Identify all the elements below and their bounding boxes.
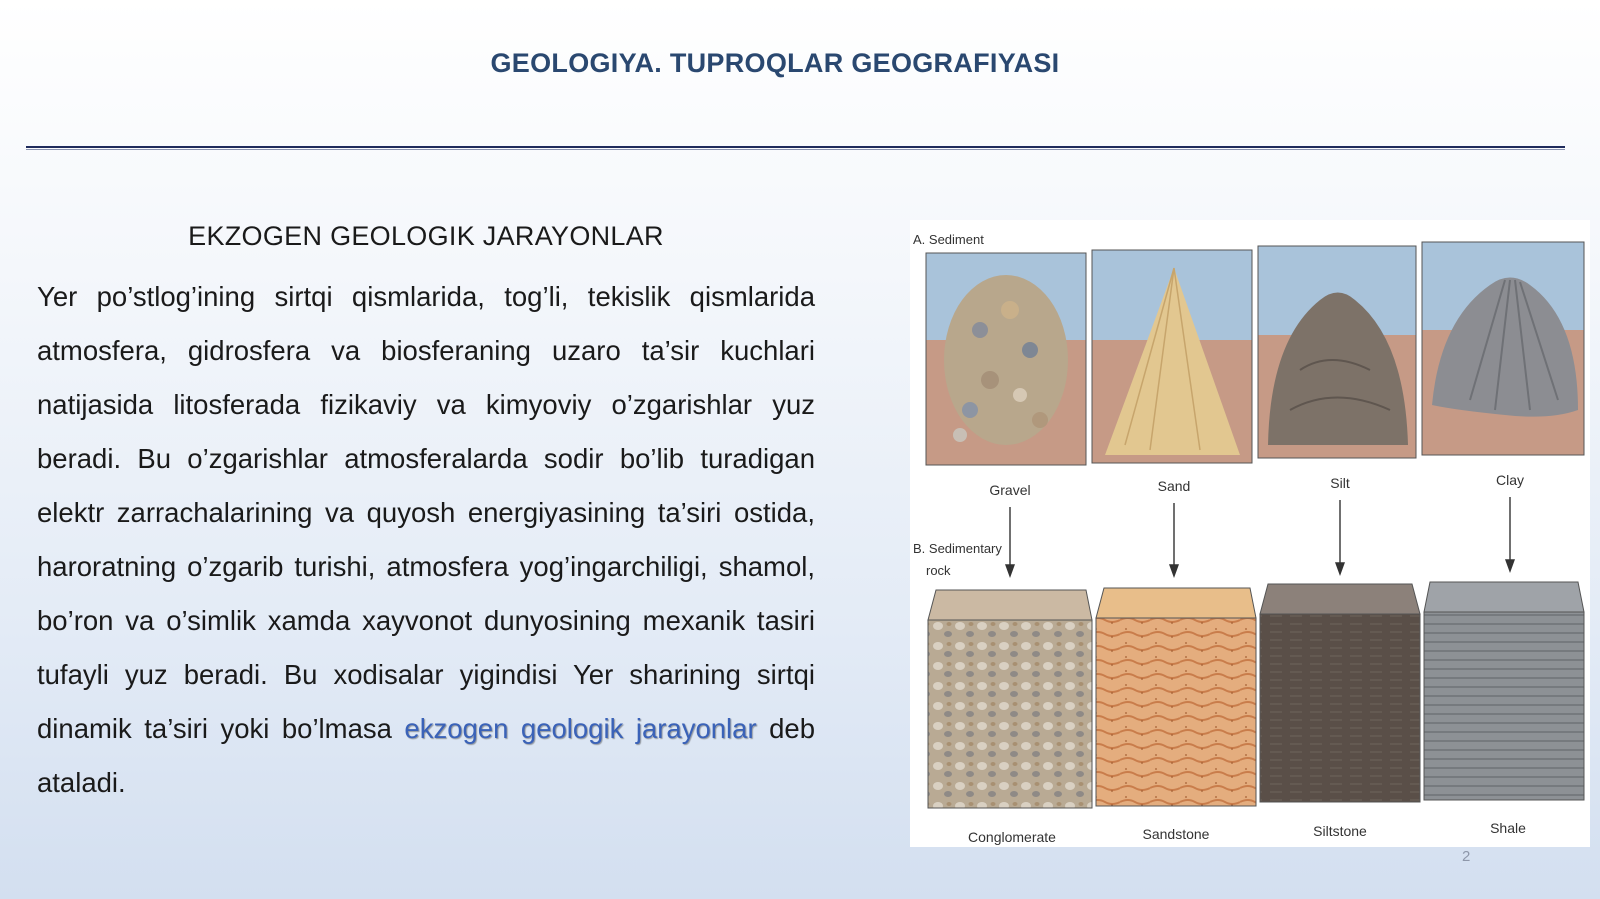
- highlighted-term: ekzogen geologik jarayonlar: [404, 713, 757, 744]
- page-number: 2: [1462, 848, 1471, 865]
- silt-panel: [1258, 246, 1416, 458]
- clay-panel: [1422, 242, 1584, 455]
- sandstone-block: [1096, 588, 1256, 806]
- gravel-panel: [926, 253, 1086, 465]
- sediment-section-label: A. Sediment: [913, 232, 984, 247]
- title-divider: [26, 146, 1565, 150]
- shale-label: Shale: [1490, 820, 1526, 836]
- sedimentary-rock-label-1: B. Sedimentary: [913, 541, 1002, 556]
- siltstone-block: [1260, 584, 1420, 802]
- sedimentary-rock-label-2: rock: [926, 563, 951, 578]
- sand-label: Sand: [1157, 478, 1191, 494]
- gravel-label: Gravel: [989, 482, 1031, 498]
- sand-panel: [1092, 250, 1252, 463]
- body-paragraph: [37, 270, 815, 810]
- section-heading: EKZOGEN GEOLOGIK JARAYONLAR: [188, 221, 664, 251]
- slide-title: GEOLOGIYA. TUPROQLAR GEOGRAFIYASI: [490, 48, 1060, 78]
- shale-block: [1424, 582, 1584, 800]
- paragraph-text-after: deb ataladi.: [37, 713, 815, 798]
- sandstone-label: Sandstone: [1142, 826, 1210, 842]
- conglomerate-label: Conglomerate: [968, 829, 1056, 845]
- arrows: [1006, 497, 1514, 576]
- silt-label: Silt: [1330, 475, 1350, 491]
- siltstone-label: Siltstone: [1313, 823, 1367, 839]
- paragraph-text-before: Yer po’stlog’ining sirtqi qismlarida, tog’li, tekislik qismlarida atmosfera, gidrosfera va biosferaning uzaro ta’sir kuchlari natijasida litosferada fizikaviy va kimyoviy o’zgarishlar yuz beradi. Bu o’zgarishlar atmosferalarda sodir bo’lib turadigan elektr zarrachalarining va quyosh energiyasining ta’siri ostida, haroratning o’zgarib turishi, atmosfera yog’ingarchiligi, shamol, bo’ron va o’simlik xamda xayvonot dunyosining mexanik tasiri tufayli yuz beradi. Bu xodisalar yigindisi Yer sharining sirtqi dinamik ta’siri yoki bo’lmasa: [37, 281, 815, 744]
- conglomerate-block: [928, 590, 1092, 808]
- sediment-rock-figure: [910, 220, 1590, 847]
- clay-label: Clay: [1495, 472, 1525, 488]
